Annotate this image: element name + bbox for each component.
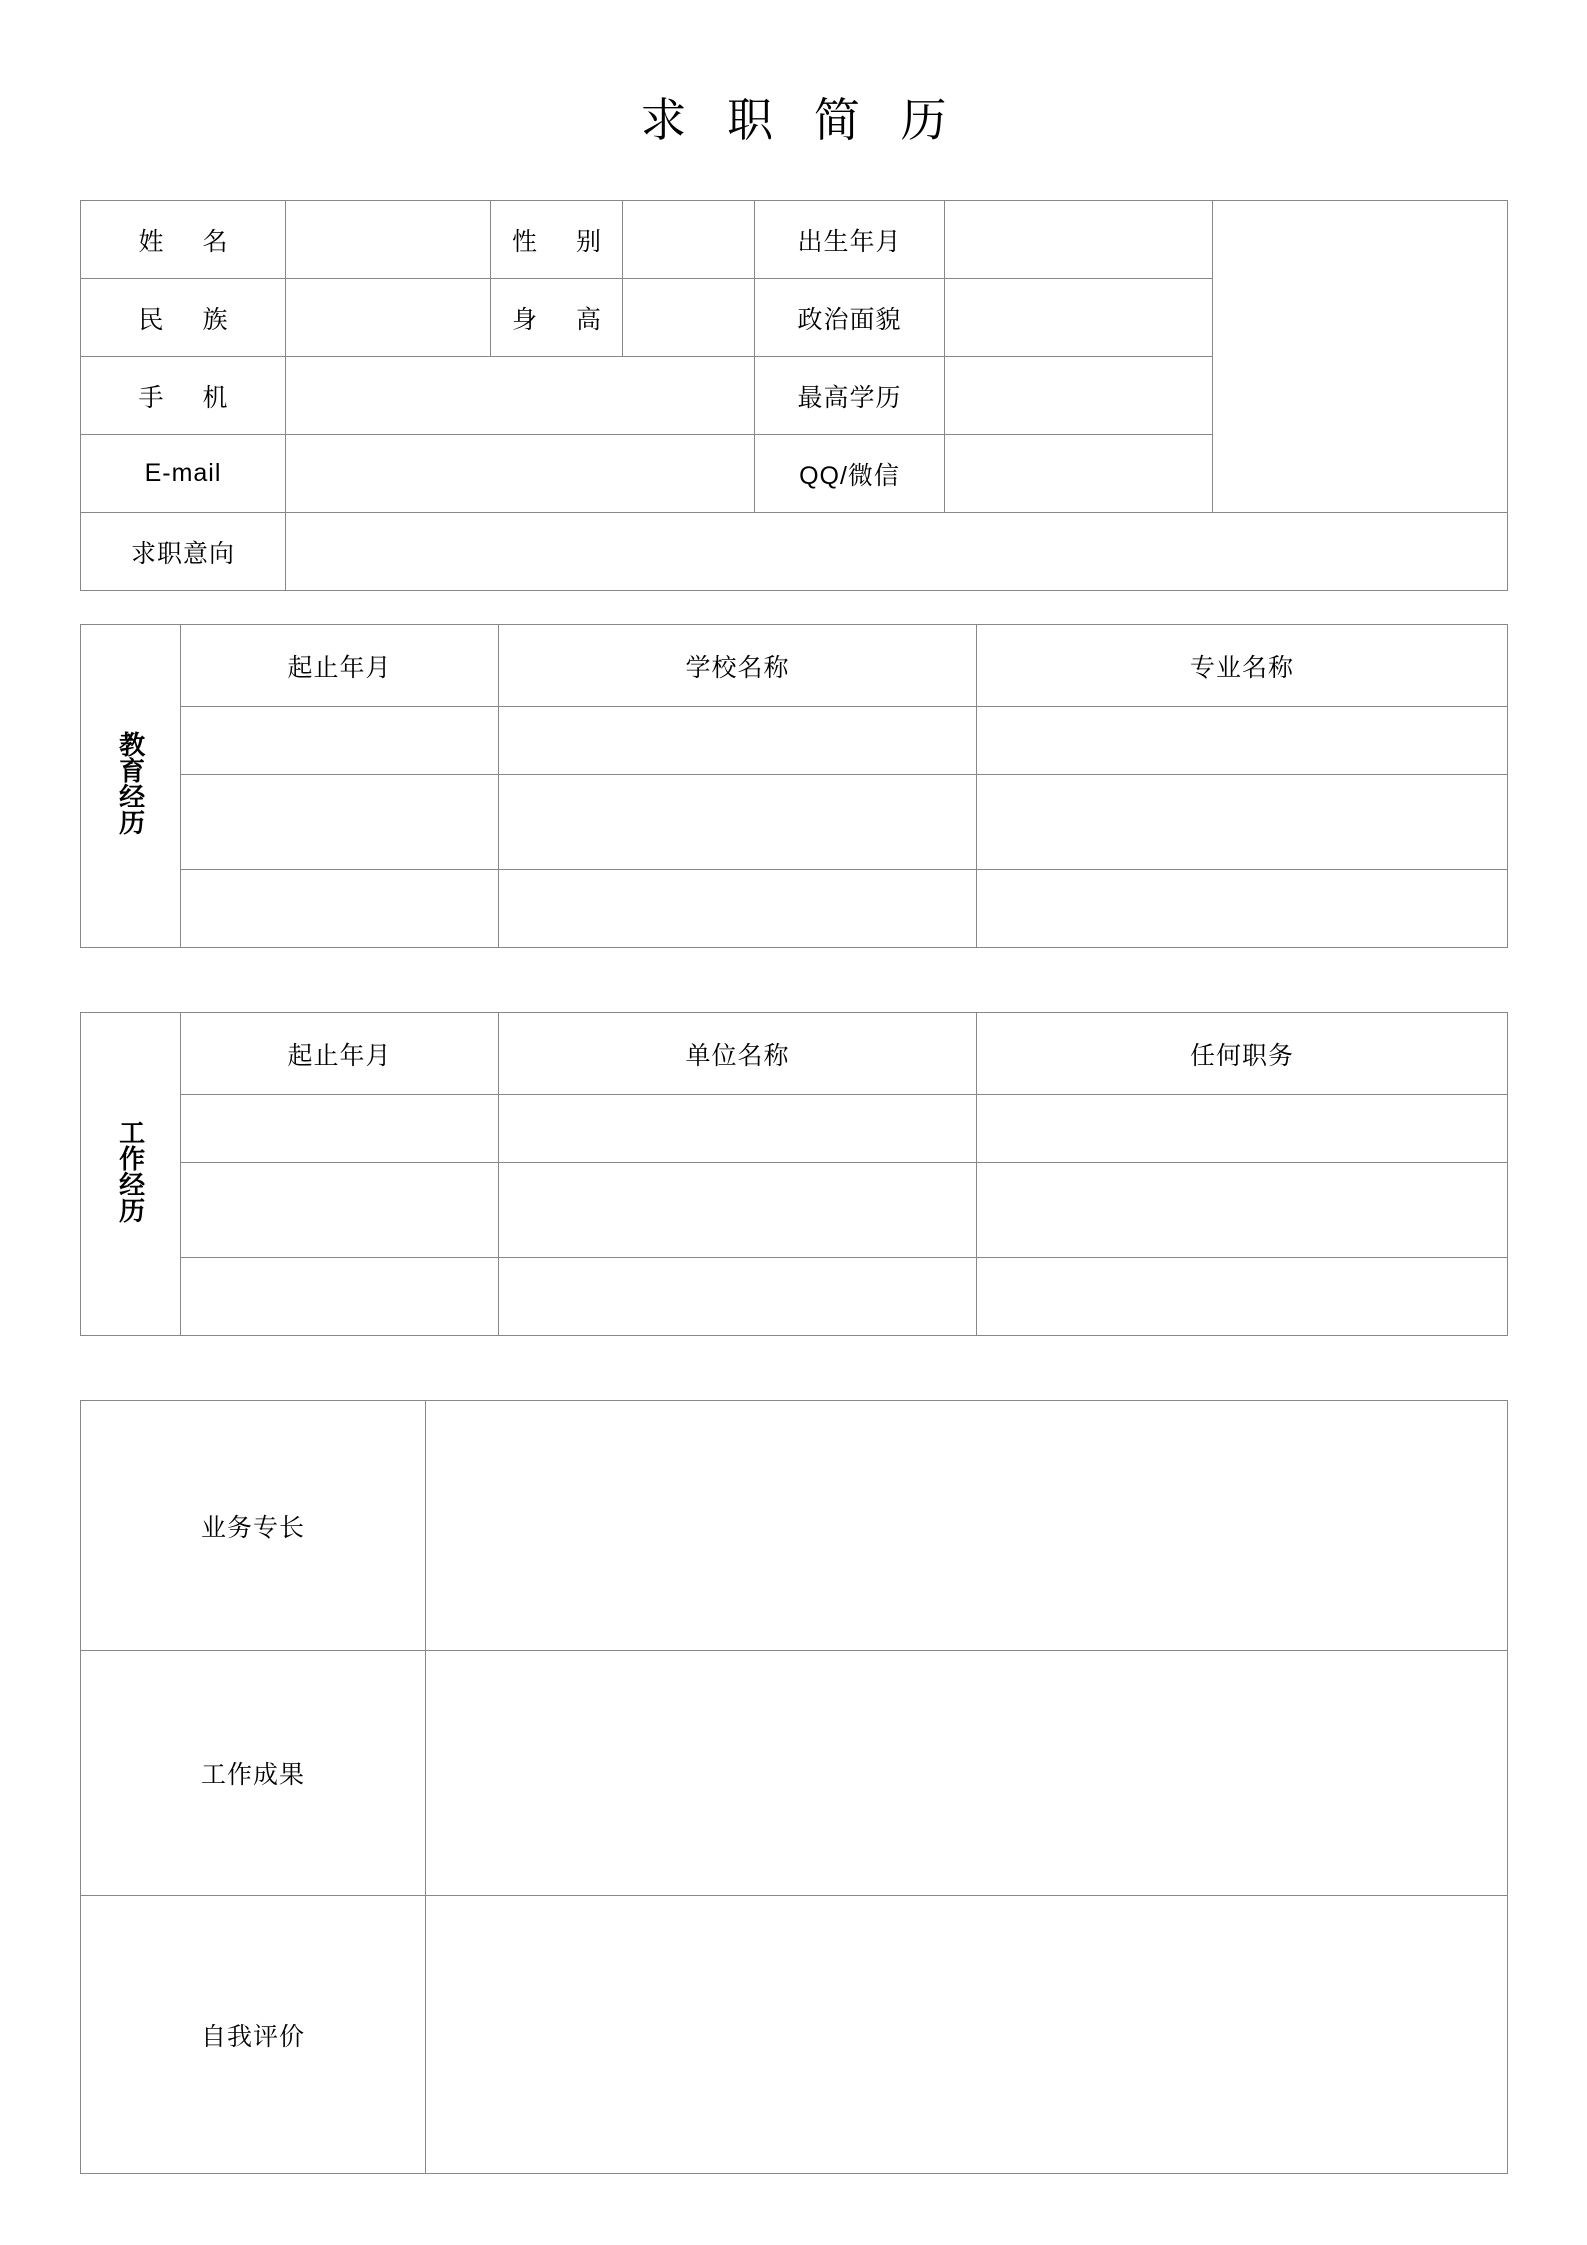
table-row [81, 775, 1508, 870]
education-cell-major[interactable] [977, 707, 1508, 775]
label-name: 姓 名 [81, 201, 286, 279]
photo-cell[interactable] [1213, 201, 1508, 513]
education-cell-major[interactable] [977, 870, 1508, 948]
work-cell-position[interactable] [977, 1095, 1508, 1163]
table-row [81, 1896, 1508, 2174]
field-highest-education[interactable] [945, 357, 1213, 435]
table-row [81, 707, 1508, 775]
work-header-company: 单位名称 [499, 1013, 977, 1095]
label-self-evaluation: 自我评价 [81, 1896, 426, 2174]
education-cell-period[interactable] [181, 707, 499, 775]
field-expertise[interactable] [426, 1401, 1508, 1651]
table-row [81, 1013, 1508, 1095]
table-row [81, 1163, 1508, 1258]
field-political-status[interactable] [945, 279, 1213, 357]
field-job-intention[interactable] [286, 513, 1508, 591]
field-height[interactable] [623, 279, 755, 357]
field-achievements[interactable] [426, 1651, 1508, 1896]
education-cell-school[interactable] [499, 870, 977, 948]
label-height: 身 高 [491, 279, 623, 357]
field-birthdate[interactable] [945, 201, 1213, 279]
field-ethnicity[interactable] [286, 279, 491, 357]
field-qq-wechat[interactable] [945, 435, 1213, 513]
label-ethnicity: 民 族 [81, 279, 286, 357]
work-header-position: 任何职务 [977, 1013, 1508, 1095]
education-cell-period[interactable] [181, 775, 499, 870]
table-row [81, 1651, 1508, 1896]
label-birthdate: 出生年月 [755, 201, 945, 279]
table-row [81, 625, 1508, 707]
field-self-evaluation[interactable] [426, 1896, 1508, 2174]
education-cell-school[interactable] [499, 775, 977, 870]
work-cell-position[interactable] [977, 1258, 1508, 1336]
label-highest-education: 最高学历 [755, 357, 945, 435]
label-email: E-mail [81, 435, 286, 513]
education-cell-period[interactable] [181, 870, 499, 948]
section-label-education [81, 625, 181, 948]
work-cell-period[interactable] [181, 1163, 499, 1258]
table-row [81, 1258, 1508, 1336]
section-label-work [81, 1013, 181, 1336]
section-label-work-text: 工作经历 [115, 1118, 146, 1223]
education-header-major: 专业名称 [977, 625, 1508, 707]
section-label-education-text: 教育经历 [115, 730, 146, 835]
work-cell-position[interactable] [977, 1163, 1508, 1258]
education-cell-school[interactable] [499, 707, 977, 775]
field-email[interactable] [286, 435, 755, 513]
work-cell-company[interactable] [499, 1258, 977, 1336]
field-name[interactable] [286, 201, 491, 279]
free-text-blocks-table [80, 1400, 1508, 2174]
basic-info-table [80, 200, 1508, 591]
table-row [81, 201, 1508, 279]
education-table [80, 624, 1508, 948]
work-cell-company[interactable] [499, 1163, 977, 1258]
table-row [81, 1401, 1508, 1651]
education-header-period: 起止年月 [181, 625, 499, 707]
label-qq-wechat: QQ/微信 [755, 435, 945, 513]
work-cell-period[interactable] [181, 1258, 499, 1336]
table-row [81, 513, 1508, 591]
label-achievements: 工作成果 [81, 1651, 426, 1896]
education-cell-major[interactable] [977, 775, 1508, 870]
field-mobile[interactable] [286, 357, 755, 435]
label-expertise: 业务专长 [81, 1401, 426, 1651]
label-job-intention: 求职意向 [81, 513, 286, 591]
table-row [81, 1095, 1508, 1163]
label-gender: 性 别 [491, 201, 623, 279]
table-row [81, 870, 1508, 948]
label-political-status: 政治面貌 [755, 279, 945, 357]
page-title: 求 职 简 历 [640, 94, 961, 146]
work-cell-company[interactable] [499, 1095, 977, 1163]
education-header-school: 学校名称 [499, 625, 977, 707]
label-mobile: 手 机 [81, 357, 286, 435]
work-header-period: 起止年月 [181, 1013, 499, 1095]
work-experience-table [80, 1012, 1508, 1336]
work-cell-period[interactable] [181, 1095, 499, 1163]
field-gender[interactable] [623, 201, 755, 279]
